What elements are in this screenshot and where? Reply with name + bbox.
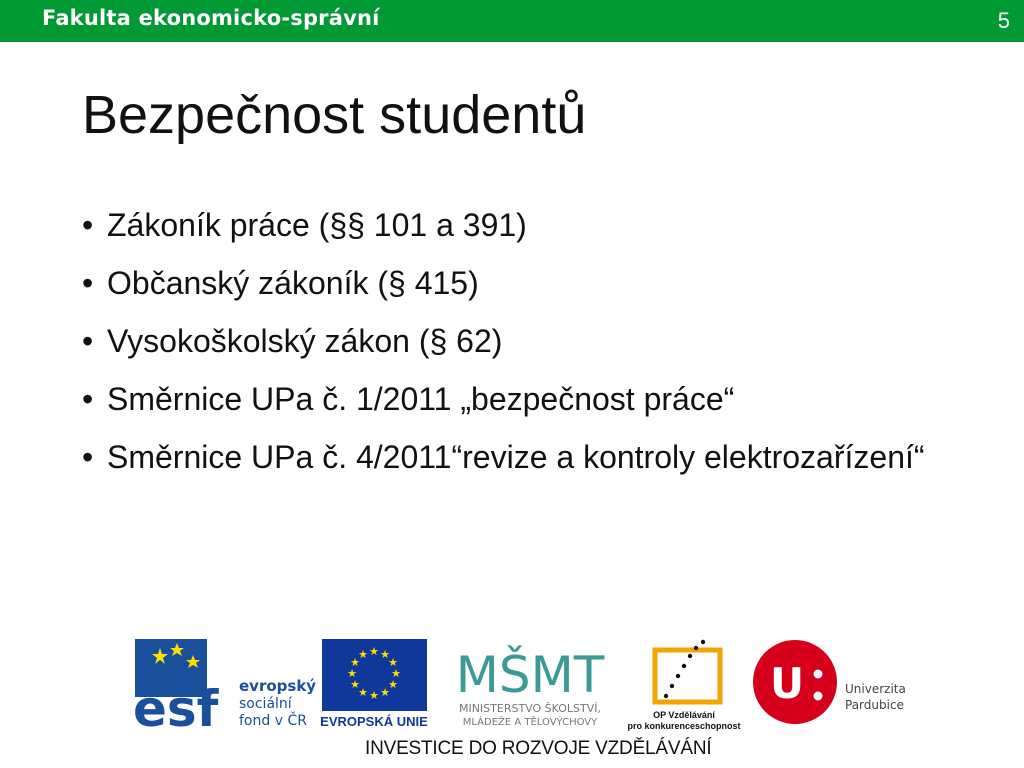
- svg-text:★: ★: [358, 648, 368, 661]
- esf-logo: [133, 639, 316, 738]
- faculty-name: Fakulta ekonomicko-správní: [42, 6, 380, 30]
- upce-logo: [753, 640, 906, 724]
- esf-text-1: evropský: [239, 677, 317, 695]
- svg-text:★: ★: [350, 656, 360, 669]
- bullet-list: [82, 206, 962, 496]
- svg-text:MŠMT: MŠMT: [455, 646, 605, 704]
- svg-text:U: U: [769, 659, 805, 708]
- svg-text:★: ★: [388, 678, 398, 691]
- svg-text:★: ★: [350, 678, 360, 691]
- investice-slogan: INVESTICE DO ROZVOJE VZDĚLÁVÁNÍ: [365, 738, 712, 759]
- msmt-line-1: MINISTERSTVO ŠKOLSTVÍ,: [458, 702, 602, 715]
- svg-text:★: ★: [347, 667, 357, 680]
- op-logo: [627, 640, 740, 731]
- svg-text:★: ★: [380, 686, 390, 699]
- msmt-logo: [456, 645, 605, 728]
- eu-label: EVROPSKÁ UNIE: [320, 714, 428, 729]
- bullet-item: • Zákoník práce (§§ 101 a 391): [82, 206, 962, 244]
- partner-logos: [0, 630, 1024, 740]
- bullet-item: • Směrnice UPa č. 1/2011 „bezpečnost práce“: [82, 380, 962, 418]
- esf-text-3: fond v ČR: [239, 713, 307, 729]
- bullet-item: • Občanský zákoník (§ 415): [82, 264, 962, 302]
- header-bar: [0, 0, 1024, 42]
- bullet-item: • Směrnice UPa č. 4/2011“revize a kontroly elektrozařízení“: [82, 438, 962, 476]
- svg-text:esf: esf: [133, 680, 219, 738]
- svg-text:★: ★: [358, 686, 368, 699]
- esf-text-2: sociální: [239, 696, 292, 712]
- svg-text:★: ★: [380, 648, 390, 661]
- slide-title: Bezpečnost studentů: [82, 85, 587, 145]
- svg-text:★: ★: [388, 656, 398, 669]
- upce-line-2: Pardubice: [845, 698, 904, 712]
- svg-text:★: ★: [369, 645, 379, 658]
- svg-text:★: ★: [391, 667, 401, 680]
- bullet-item: • Vysokoškolský zákon (§ 62): [82, 322, 962, 360]
- svg-text:★: ★: [369, 689, 379, 702]
- op-line-2: pro konkurenceschopnost: [627, 721, 741, 731]
- eu-flag-logo: [320, 639, 428, 729]
- msmt-line-2: MLÁDEŽE A TĚLOVÝCHOVY: [462, 717, 598, 728]
- op-line-1: OP Vzdělávání: [653, 710, 715, 720]
- slide-number: 5: [997, 8, 1010, 33]
- upce-line-1: Univerzita: [845, 682, 906, 696]
